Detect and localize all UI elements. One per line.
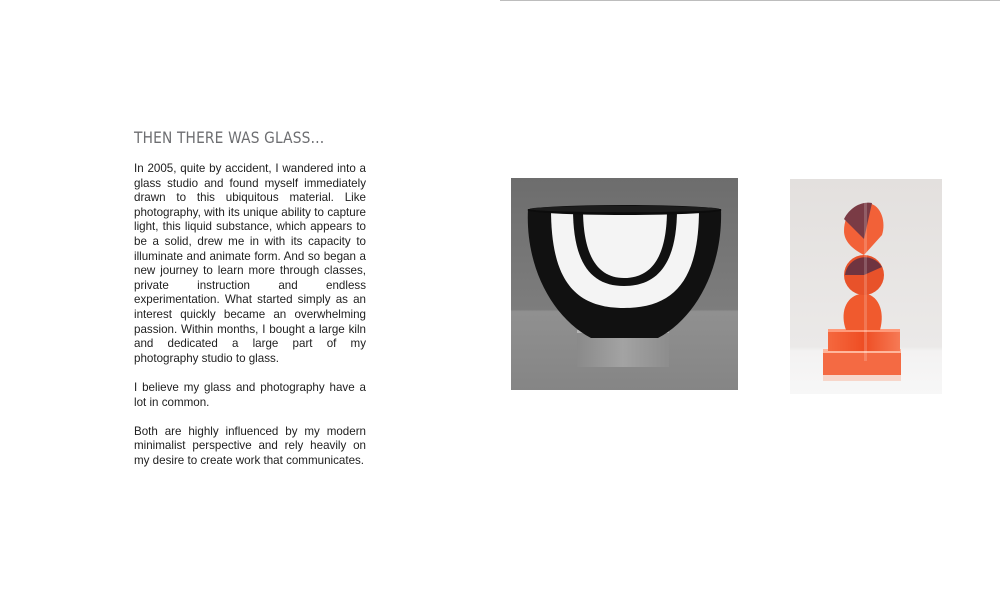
glass-bowl-photo bbox=[511, 178, 738, 390]
top-divider bbox=[500, 0, 1000, 1]
body-text bbox=[134, 162, 366, 483]
section-title: THEN THERE WAS GLASS… bbox=[134, 128, 325, 147]
paragraph-intro: In 2005, quite by accident, I wandered into a glass studio and found myself immediately drawn to this ubiquitous material. Like photography, with its unique ability to capture light, this liquid substance, which appears to be a solid, drew me in with its capacity to illuminate and animate form. And so began a new journey to learn more through classes, private instruction and endless experimentation. What started simply as an interest quickly became an overwhelming passion. Within months, I bought a large kiln and dedicated a large part of my photography studio to glass. bbox=[134, 162, 366, 365]
paragraph-common: I believe my glass and photography have a lot in common. bbox=[134, 380, 366, 409]
glass-bowl-image bbox=[511, 178, 738, 390]
paragraph-minimalist: Both are highly influenced by my modern minimalist perspective and rely heavily on my desire to create work that communicates. bbox=[134, 424, 366, 467]
glass-sculpture-photo bbox=[790, 179, 942, 394]
glass-sculpture-image bbox=[790, 179, 942, 394]
